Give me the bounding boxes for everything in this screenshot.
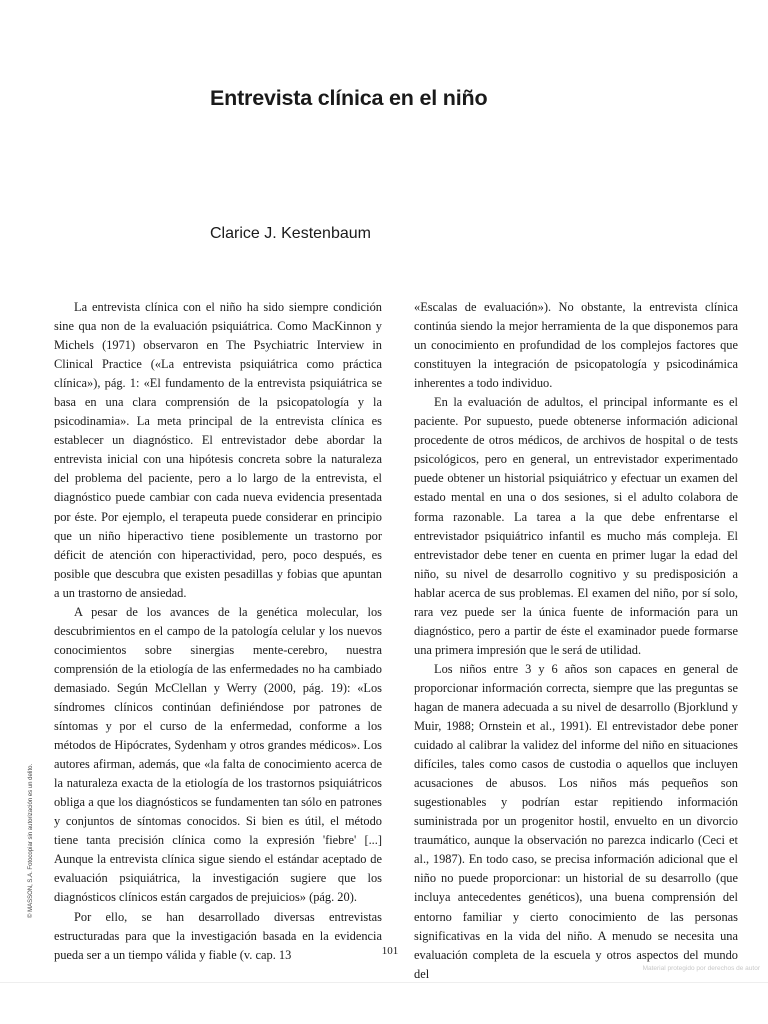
paragraph: Los niños entre 3 y 6 años son capaces en general de proporcionar información correcta, siempre que las preguntas se hagan de manera adecuada a su nivel de desarrollo (Bjorklund y Muir, 1988; Ornstein et al., 1991). El entrevistador debe poner cuidado al calibrar la validez del informe del niño en situaciones difíciles, tales como casos de custodia o aquellos que incluyen acusaciones de abusos. Los niños más pequeños son sugestionables y podrían estar repitiendo información suministrada por un progenitor hostil, envuelto en un divorcio traumático, aunque la observación no parezca indicarlo (Ceci et al., 1987). En todo caso, se precisa información adicional que el niño no puede proporcionar: un historial de su desarrollo (que incluya antecedentes genéticos), una buena comprensión del entorno familiar y cierto conocimiento de las personas significativas en la vida del niño. A menudo se necesita una evaluación completa de la escuela y otros aspectos del mundo del <box>414 661 738 981</box>
paragraph: En la evaluación de adultos, el principal informante es el paciente. Por supuesto, puede obtenerse información adicional procedente de otros médicos, de archivos de hospital o de tests psicológicos, pero en general, un entrevistador experimentado puede obtener un historial psiquiátrico y efectuar un examen del estado mental en una o dos sesiones, si el adulto colabora de forma razonable. La tarea a la que debe enfrentarse el entrevistador psiquiátrico infantil es mucho más compleja. El entrevistador debe tener en cuenta en primer lugar la edad del niño, su nivel de desarrollo cognitivo y su predisposición a hablar acerca de sus problemas. El examen del niño, por sí solo, rara vez puede ser la única fuente de información para un diagnóstico, pero a partir de éste el examinador puede formarse una primera impresión que le será de utilidad. <box>414 395 738 657</box>
watermark-text: Material protegido por derechos de autor <box>642 965 760 972</box>
text-column-left <box>54 298 382 965</box>
chapter-title: Entrevista clínica en el niño <box>210 86 488 110</box>
text-column-right <box>414 298 738 984</box>
page-bottom-divider <box>0 982 768 983</box>
paragraph: Por ello, se han desarrollado diversas entrevistas estructuradas para que la investigación basada en la evidencia pueda ser a un tiempo válida y fiable (v. cap. 13 <box>54 909 382 962</box>
paragraph: La entrevista clínica con el niño ha sido siempre condición sine qua non de la evaluación psiquiátrica. Como MacKinnon y Michels (1971) observaron en The Psychiatric Interview in Clinical Practice («La entrevista psiquiátrica como práctica clínica»), pág. 1: «El fundamento de la entrevista psiquiátrica se basa en una clara comprensión de la psicopatología y la psicodinamia». La meta principal de la entrevista clínica es establecer un diagnóstico. El entrevistador debe abordar la entrevista inicial con una hipótesis concreta sobre la naturaleza del problema del paciente, pero a lo largo de la entrevista, el diagnóstico puede cambiar con cada nueva evidencia presentada por éste. Por ejemplo, el terapeuta puede considerar en principio que un niño hiperactivo tiene posiblemente un trastorno por déficit de atención con hiperactividad, pero, poco después, es posible que descubra que existen pesadillas y fobias que apuntan a un trastorno de ansiedad. <box>54 300 382 600</box>
paragraph: A pesar de los avances de la genética molecular, los descubrimientos en el campo de la patología celular y los nuevos conocimientos sobre sinergias mente-cerebro, nuestra comprensión de la etiología de las enfermedades no ha cambiado demasiado. Según McClellan y Werry (2000, pág. 19): «Los síndromes clínicos continúan definiéndose por patrones de síntomas y por el curso de la enfermedad, conforme a los métodos de Hipócrates, Sydenham y otros grandes médicos». Los autores afirman, además, que «la falta de conocimiento acerca de la naturaleza exacta de la etiología de los trastornos psiquiátricos obliga a que los diagnósticos se fundamenten tan sólo en patrones y conjuntos de síntomas conocidos. Si bien es útil, el método tiene tanta precisión clínica como la expresión 'fiebre' [...] Aunque la entrevista clínica sigue siendo el estándar aceptado de evaluación psiquiátrica, la investigación sugiere que los diagnósticos clínicos están cargados de prejuicios» (pág. 20). <box>54 604 382 905</box>
page-number: 101 <box>381 945 399 957</box>
copyright-notice: © MASSON, S.A. Fotocopiar sin autorización es un delito. <box>28 763 34 918</box>
paragraph: «Escalas de evaluación»). No obstante, la entrevista clínica continúa siendo la mejor herramienta de la que disponemos para un conocimiento en profundidad de los complejos factores que constituyen la integración de psicopatología y psicodinámica inherentes a todo individuo. <box>414 300 738 391</box>
chapter-author: Clarice J. Kestenbaum <box>210 225 371 242</box>
